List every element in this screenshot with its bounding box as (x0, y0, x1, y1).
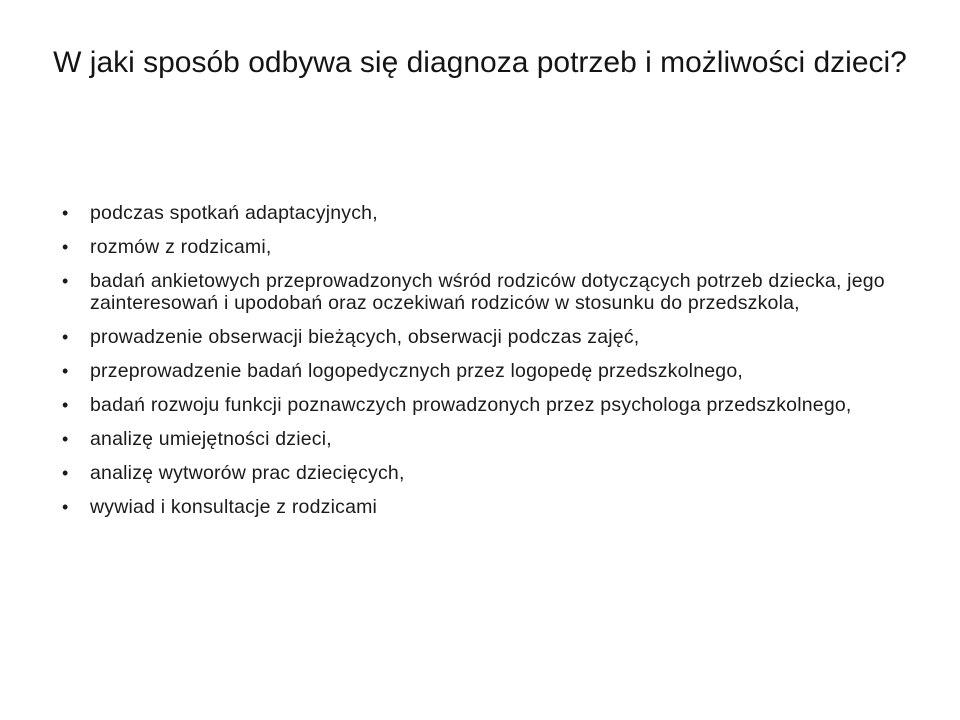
bullet-text: podczas spotkań adaptacyjnych, (90, 202, 378, 224)
bullet-text: wywiad i konsultacje z rodzicami (90, 496, 378, 518)
bullet-list (62, 202, 912, 530)
bullet-icon: • (62, 327, 69, 347)
bullet-item (62, 326, 912, 348)
bullet-item (62, 270, 912, 314)
bullet-text: analizę wytworów prac dziecięcych, (90, 462, 405, 484)
bullet-icon: • (62, 395, 69, 415)
bullet-text: przeprowadzenie badań logopedycznych przez logopedę przedszkolnego, (90, 360, 743, 382)
bullet-icon: • (62, 361, 69, 381)
bullet-icon: • (62, 497, 69, 517)
bullet-item (62, 360, 912, 382)
bullet-icon: • (62, 463, 69, 483)
bullet-icon: • (62, 203, 69, 223)
bullet-text: rozmów z rodzicami, (90, 236, 272, 258)
bullet-icon: • (62, 271, 69, 291)
bullet-text: analizę umiejętności dzieci, (90, 428, 332, 450)
bullet-icon: • (62, 429, 69, 449)
bullet-text: badań rozwoju funkcji poznawczych prowadzonych przez psychologa przedszkolnego, (90, 394, 852, 416)
bullet-item (62, 496, 912, 518)
bullet-icon: • (62, 237, 69, 257)
bullet-item (62, 202, 912, 224)
bullet-item (62, 236, 912, 258)
bullet-text: prowadzenie obserwacji bieżących, obserwacji podczas zajęć, (90, 326, 640, 348)
slide-title: W jaki sposób odbywa się diagnoza potrzeb i możliwości dzieci? (53, 46, 907, 79)
bullet-item (62, 394, 912, 416)
bullet-text: badań ankietowych przeprowadzonych wśród rodziców dotyczących potrzeb dziecka, jego zainteresowań i upodobań oraz oczekiwań rodziców w stosunku do przedszkola, (90, 270, 885, 314)
bullet-item (62, 462, 912, 484)
bullet-item (62, 428, 912, 450)
